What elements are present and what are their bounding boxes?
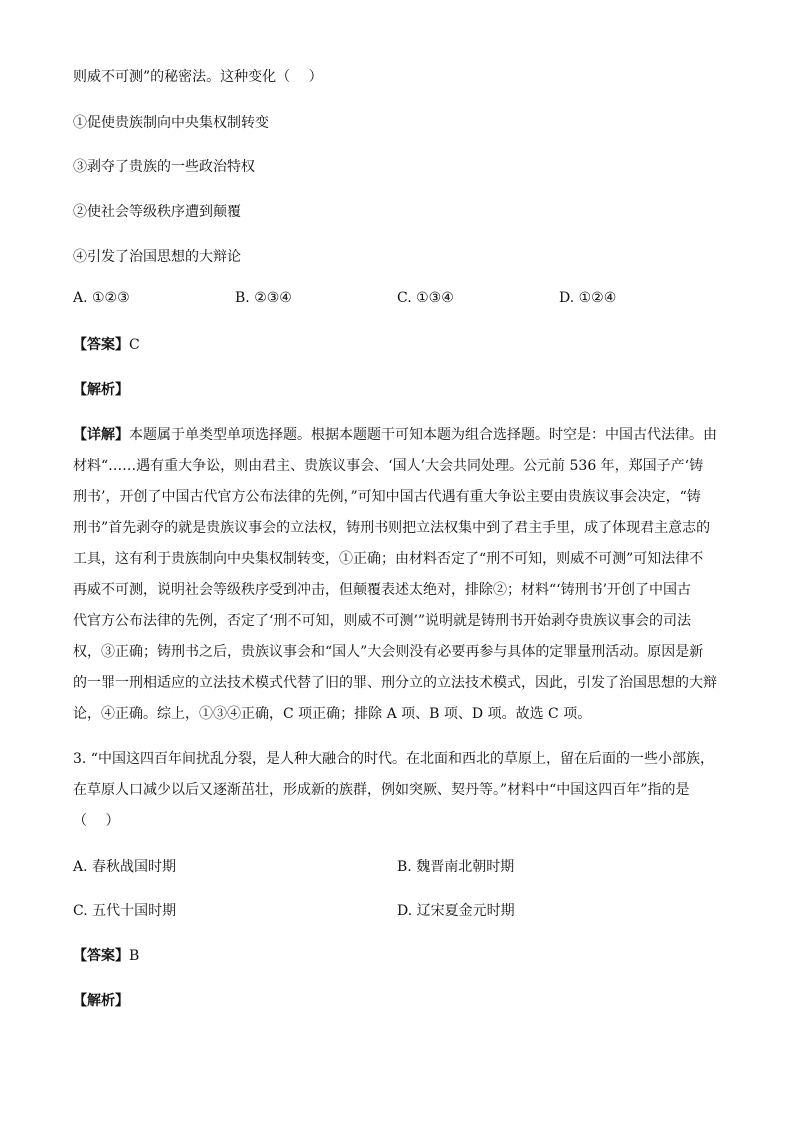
question-2-stem-tail: 则威不可测”的秘密法。这种变化（ ） xyxy=(73,69,323,85)
q3-option-a: A. 春秋战国时期 xyxy=(73,859,177,875)
statement-2: ②使社会等级秩序遭到颠覆 xyxy=(73,204,241,220)
q2-option-d: D. ①②④ xyxy=(559,290,617,306)
q3-option-d: D. 辽宋夏金元时期 xyxy=(397,903,515,919)
q3-answer xyxy=(73,945,139,965)
q2-option-c: C. ①③④ xyxy=(397,290,454,306)
detail-line: 刑书’，开创了中国古代官方公布法律的先例，”可知中国古代遇有重大争讼主要由贵族议事会决定，“铸 xyxy=(73,489,701,505)
detail-line: 材料“……遇有重大争讼，则由君主、贵族议事会、‘国人’大会共同处理。公元前 536 年，郑国子产‘铸 xyxy=(73,458,704,474)
q3-option-c: C. 五代十国时期 xyxy=(73,903,177,919)
detail-line: 权，③正确；铸刑书之后，贵族议事会和“国人”大会则没有必要再参与具体的定罪量刑活动。原因是新 xyxy=(73,644,704,660)
statement-4: ④引发了治国思想的大辩论 xyxy=(73,249,241,265)
detail-line: 【详解】本题属于单类型单项选择题。根据本题题干可知本题为组合选择题。时空是：中国古代法律。由 xyxy=(73,427,717,443)
detail-line: 代官方公布法律的先例，否定了‘刑不可知，则威不可测’”说明就是铸刑书开始剥夺贵族议事会的司法 xyxy=(73,613,692,629)
q3-option-b: B. 魏晋南北朝时期 xyxy=(397,859,515,875)
detail-line: 的一罪一刑相适应的立法技术模式代替了旧的罪、刑分立的立法技术模式，因此，引发了治国思想的大辩 xyxy=(73,675,717,691)
detail-tag: 【详解】 xyxy=(73,427,129,443)
answer-value: C xyxy=(129,337,140,353)
stem-line: （ ） xyxy=(73,813,120,829)
detail-line: 再威不可测，说明社会等级秩序受到冲击，但颠覆表述太绝对，排除②；材料“‘铸刑书’开创了中国古 xyxy=(73,582,692,598)
q2-answer xyxy=(73,334,140,354)
q2-detail-paragraph xyxy=(73,420,723,730)
statement-3: ③剥夺了贵族的一些政治特权 xyxy=(73,159,255,175)
stem-line: 在草原人口减少以后又逐渐茁壮，形成新的族群，例如突厥、契丹等。”材料中“中国这四百年”指的是 xyxy=(73,782,690,798)
detail-line: 论，④正确。综上，①③④正确，C 项正确；排除 A 项、B 项、D 项。故选 C 项。 xyxy=(73,706,592,722)
detail-line: 工具，这有利于贵族制向中央集权制转变，①正确；由材料否定了“刑不可知，则威不可测”可知法律不 xyxy=(73,551,704,567)
q2-option-b: B. ②③④ xyxy=(235,290,292,306)
q3-analysis-heading: 【解析】 xyxy=(73,993,129,1009)
q2-analysis-heading: 【解析】 xyxy=(73,382,129,398)
question-3-stem xyxy=(73,744,723,837)
answer-tag: 【答案】 xyxy=(73,948,129,964)
statement-1: ①促使贵族制向中央集权制转变 xyxy=(73,115,269,131)
detail-line: 刑书”首先剥夺的就是贵族议事会的立法权，铸刑书则把立法权集中到了君主手里，成了体现君主意志的 xyxy=(73,520,711,536)
answer-tag: 【答案】 xyxy=(73,337,129,353)
stem-line: 3. “中国这四百年间扰乱分裂，是人种大融合的时代。在北面和西北的草原上，留在后面的一些小部族， xyxy=(73,751,714,767)
q2-option-a: A. ①②③ xyxy=(73,290,130,306)
answer-value: B xyxy=(129,948,140,964)
